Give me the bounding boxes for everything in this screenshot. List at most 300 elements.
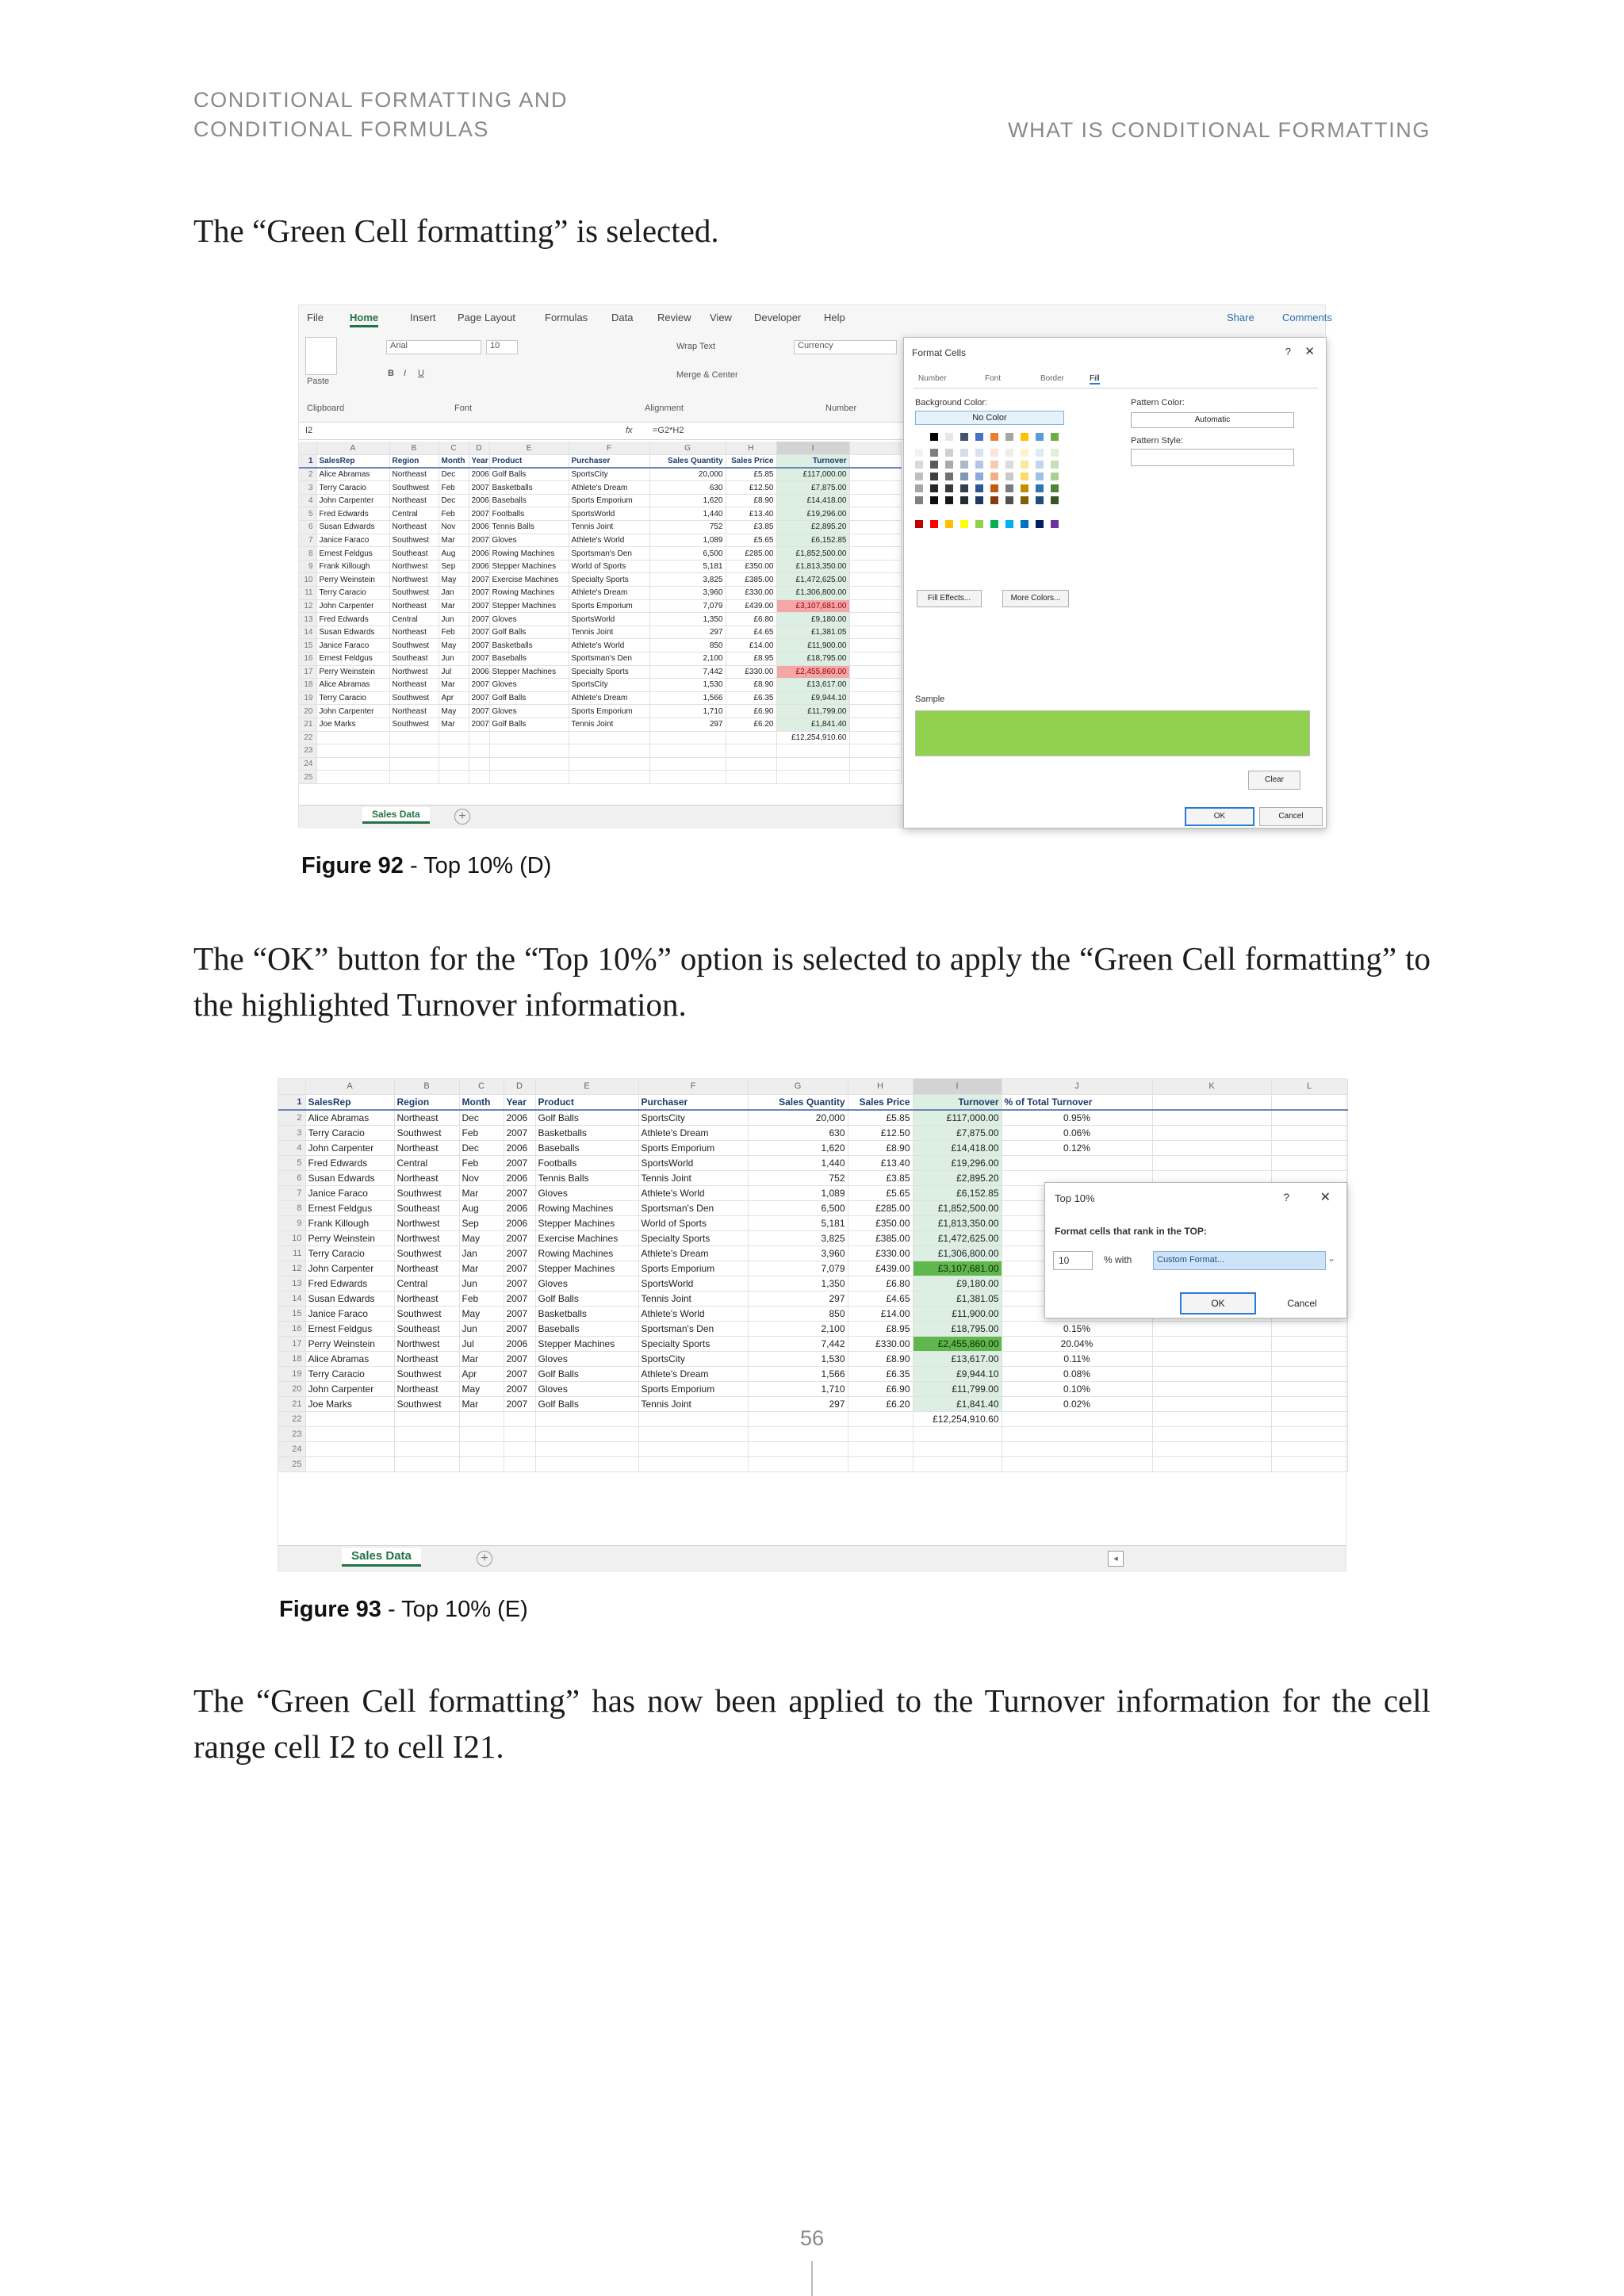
empty-cell[interactable] <box>1271 1336 1347 1351</box>
italic-button[interactable]: I <box>404 369 407 378</box>
empty-cell[interactable] <box>535 1426 638 1441</box>
shade-swatch[interactable] <box>1036 461 1044 469</box>
cell[interactable]: £6.35 <box>726 691 776 705</box>
cell[interactable]: 2006 <box>469 547 489 561</box>
theme-swatch[interactable] <box>975 433 983 441</box>
cell[interactable]: Janice Faraco <box>305 1306 394 1321</box>
cell[interactable]: £330.00 <box>848 1336 913 1351</box>
shade-swatch[interactable] <box>915 484 923 492</box>
empty-cell[interactable] <box>305 1456 394 1471</box>
worksheet-grid[interactable] <box>299 442 902 784</box>
cell[interactable]: Tennis Joint <box>569 718 649 731</box>
cell[interactable]: Baseballs <box>535 1140 638 1155</box>
theme-swatch[interactable] <box>945 433 953 441</box>
cell[interactable]: Southwest <box>389 534 439 547</box>
cell[interactable]: £1,381.05 <box>776 626 849 639</box>
cell[interactable]: Susan Edwards <box>305 1291 394 1306</box>
empty-cell[interactable] <box>913 1426 1002 1441</box>
cell[interactable]: £117,000.00 <box>913 1110 1002 1126</box>
bold-button[interactable]: B <box>388 369 394 378</box>
cell[interactable]: Sep <box>439 560 469 573</box>
cell[interactable]: 2006 <box>504 1215 535 1230</box>
cell[interactable]: Rowing Machines <box>535 1200 638 1215</box>
cell[interactable]: 850 <box>649 639 726 652</box>
empty-cell[interactable] <box>776 757 849 771</box>
cell[interactable]: Perry Weinstein <box>305 1336 394 1351</box>
empty-cell[interactable] <box>776 744 849 758</box>
cell[interactable]: £9,944.10 <box>776 691 849 705</box>
empty-cell[interactable] <box>849 757 902 771</box>
shade-swatch[interactable] <box>1036 473 1044 480</box>
shade-swatch[interactable] <box>975 484 983 492</box>
row-header[interactable]: 5 <box>299 507 316 521</box>
cell[interactable]: 5,181 <box>748 1215 848 1230</box>
cell[interactable]: Northwest <box>394 1336 459 1351</box>
menu-home[interactable]: Home <box>350 312 378 327</box>
cell[interactable]: Frank Killough <box>305 1215 394 1230</box>
cell[interactable]: Jul <box>439 665 469 679</box>
column-header-j[interactable] <box>849 442 902 455</box>
empty-cell[interactable] <box>394 1441 459 1456</box>
empty-cell[interactable] <box>1152 1110 1271 1126</box>
cell[interactable]: 2007 <box>504 1125 535 1140</box>
cell[interactable]: 0.15% <box>1002 1321 1152 1336</box>
cell[interactable]: Northeast <box>394 1351 459 1366</box>
cell[interactable]: SportsWorld <box>569 613 649 626</box>
shade-swatch[interactable] <box>1021 449 1028 457</box>
empty-cell[interactable] <box>1152 1441 1271 1456</box>
cell[interactable]: Specialty Sports <box>569 665 649 679</box>
shade-swatch[interactable] <box>960 484 968 492</box>
cell[interactable]: 2007 <box>469 705 489 718</box>
cell[interactable]: Tennis Joint <box>638 1396 748 1411</box>
cell[interactable]: 0.02% <box>1002 1396 1152 1411</box>
cell[interactable]: £1,841.40 <box>776 718 849 731</box>
cell[interactable]: 2007 <box>469 691 489 705</box>
cell[interactable]: 2007 <box>469 718 489 731</box>
cell[interactable]: Athlete's Dream <box>638 1246 748 1261</box>
cell[interactable]: 20,000 <box>748 1110 848 1126</box>
cell[interactable]: Tennis Balls <box>489 521 569 534</box>
theme-swatch[interactable] <box>1036 433 1044 441</box>
cell[interactable]: 0.11% <box>1002 1351 1152 1366</box>
cell[interactable]: John Carpenter <box>316 494 389 507</box>
empty-cell[interactable] <box>489 757 569 771</box>
empty-cell[interactable] <box>1271 1125 1347 1140</box>
empty-cell[interactable] <box>849 639 902 652</box>
row-header[interactable]: 15 <box>299 639 316 652</box>
cell[interactable]: Southwest <box>394 1396 459 1411</box>
column-header-c[interactable]: C <box>459 1079 504 1094</box>
cell[interactable]: 1,350 <box>649 613 726 626</box>
cell[interactable]: Basketballs <box>489 639 569 652</box>
cell[interactable]: £19,296.00 <box>913 1155 1002 1170</box>
cell[interactable]: Jul <box>459 1336 504 1351</box>
cell[interactable]: Specialty Sports <box>638 1230 748 1246</box>
cell[interactable]: Southwest <box>394 1306 459 1321</box>
empty-cell[interactable] <box>305 1441 394 1456</box>
cell[interactable]: Southwest <box>394 1246 459 1261</box>
cell[interactable]: 20.04% <box>1002 1336 1152 1351</box>
cell[interactable]: 2007 <box>469 587 489 600</box>
cell[interactable]: Athlete's Dream <box>569 587 649 600</box>
select-all-corner[interactable] <box>299 442 316 455</box>
cell[interactable]: £4.65 <box>848 1291 913 1306</box>
cell[interactable]: John Carpenter <box>316 599 389 613</box>
cell[interactable]: 3,960 <box>748 1246 848 1261</box>
shade-swatch[interactable] <box>915 496 923 504</box>
cell[interactable]: Northwest <box>394 1215 459 1230</box>
cell[interactable]: 1,530 <box>649 679 726 692</box>
cell[interactable]: Perry Weinstein <box>316 573 389 587</box>
shade-swatch[interactable] <box>975 473 983 480</box>
empty-cell[interactable] <box>848 1441 913 1456</box>
empty-cell[interactable] <box>849 560 902 573</box>
cell[interactable]: Golf Balls <box>535 1366 638 1381</box>
row-header[interactable]: 14 <box>278 1291 305 1306</box>
empty-cell[interactable] <box>439 731 469 744</box>
cell[interactable]: Feb <box>439 626 469 639</box>
row-header[interactable]: 10 <box>299 573 316 587</box>
cell[interactable]: 0.95% <box>1002 1110 1152 1126</box>
column-header-g[interactable]: G <box>649 442 726 455</box>
pattern-color-dropdown[interactable]: Automatic <box>1131 412 1294 428</box>
cell[interactable]: 752 <box>748 1170 848 1185</box>
cell[interactable]: £3.85 <box>848 1170 913 1185</box>
cell[interactable]: £14,418.00 <box>776 494 849 507</box>
empty-cell[interactable] <box>776 771 849 784</box>
cell[interactable]: Northeast <box>389 494 439 507</box>
cell[interactable]: Mar <box>439 679 469 692</box>
cell[interactable]: £13,617.00 <box>913 1351 1002 1366</box>
cancel-button[interactable]: Cancel <box>1259 807 1323 826</box>
cell[interactable]: Sports Emporium <box>638 1381 748 1396</box>
cell[interactable]: £1,813,350.00 <box>776 560 849 573</box>
cell[interactable]: £9,944.10 <box>913 1366 1002 1381</box>
cell[interactable]: Gloves <box>535 1351 638 1366</box>
shade-swatch[interactable] <box>1021 473 1028 480</box>
row-header[interactable]: 3 <box>278 1125 305 1140</box>
shade-swatch[interactable] <box>945 461 953 469</box>
cell[interactable]: Jan <box>439 587 469 600</box>
cell[interactable]: 2007 <box>469 481 489 495</box>
cell[interactable]: Tennis Joint <box>569 521 649 534</box>
row-header[interactable]: 25 <box>299 771 316 784</box>
standard-swatch[interactable] <box>930 520 938 528</box>
cell[interactable]: Ernest Feldgus <box>316 652 389 666</box>
cell[interactable]: 0.10% <box>1002 1381 1152 1396</box>
shade-swatch[interactable] <box>1005 449 1013 457</box>
cell[interactable]: Stepper Machines <box>489 665 569 679</box>
cell[interactable]: 2007 <box>469 599 489 613</box>
cell[interactable]: £11,799.00 <box>913 1381 1002 1396</box>
row-header[interactable]: 8 <box>299 547 316 561</box>
empty-cell[interactable] <box>1152 1351 1271 1366</box>
cell[interactable]: Golf Balls <box>535 1396 638 1411</box>
empty-cell[interactable] <box>1152 1321 1271 1336</box>
cell[interactable]: 2007 <box>469 639 489 652</box>
empty-cell[interactable] <box>489 731 569 744</box>
ok-button[interactable]: OK <box>1180 1292 1256 1314</box>
empty-cell[interactable] <box>389 731 439 744</box>
cell[interactable]: £6.90 <box>726 705 776 718</box>
cell[interactable]: Feb <box>459 1291 504 1306</box>
cell[interactable]: £8.90 <box>848 1351 913 1366</box>
cell[interactable]: Dec <box>459 1110 504 1126</box>
theme-swatch[interactable] <box>1021 433 1028 441</box>
cell[interactable]: Terry Caracio <box>316 481 389 495</box>
cell[interactable]: Perry Weinstein <box>305 1230 394 1246</box>
cell[interactable]: £330.00 <box>848 1246 913 1261</box>
cell[interactable]: Sep <box>459 1215 504 1230</box>
empty-cell[interactable] <box>649 744 726 758</box>
cell[interactable]: Southwest <box>389 718 439 731</box>
cell[interactable]: Mar <box>459 1396 504 1411</box>
cell[interactable]: 2007 <box>469 507 489 521</box>
empty-cell[interactable] <box>849 705 902 718</box>
number-format-box[interactable]: Currency <box>794 340 897 354</box>
column-header-i[interactable]: I <box>776 442 849 455</box>
cell[interactable]: 2007 <box>504 1155 535 1170</box>
empty-cell[interactable] <box>1002 1456 1152 1471</box>
cell[interactable]: 7,442 <box>649 665 726 679</box>
sheet-tab-sales-data[interactable]: Sales Data <box>362 807 430 824</box>
column-header-b[interactable]: B <box>394 1079 459 1094</box>
cell[interactable]: Tennis Balls <box>535 1170 638 1185</box>
select-all-corner[interactable] <box>278 1079 305 1094</box>
cell[interactable]: 2006 <box>469 468 489 481</box>
cell[interactable]: Golf Balls <box>489 468 569 481</box>
standard-swatch[interactable] <box>1036 520 1044 528</box>
cell[interactable]: Northwest <box>394 1230 459 1246</box>
empty-cell[interactable] <box>469 731 489 744</box>
row-header[interactable]: 19 <box>278 1366 305 1381</box>
shade-swatch[interactable] <box>975 449 983 457</box>
row-header[interactable]: 24 <box>299 757 316 771</box>
font-name-box[interactable]: Arial <box>386 340 481 354</box>
cell[interactable]: World of Sports <box>638 1215 748 1230</box>
cell[interactable]: Basketballs <box>535 1125 638 1140</box>
cell[interactable]: Rowing Machines <box>535 1246 638 1261</box>
shade-swatch[interactable] <box>990 461 998 469</box>
shade-swatch[interactable] <box>930 461 938 469</box>
theme-swatch[interactable] <box>915 433 923 441</box>
cell[interactable]: Southwest <box>394 1125 459 1140</box>
cell[interactable]: £350.00 <box>848 1215 913 1230</box>
cell[interactable]: £1,813,350.00 <box>913 1215 1002 1230</box>
cell[interactable]: £13.40 <box>726 507 776 521</box>
cell[interactable]: Athlete's Dream <box>569 691 649 705</box>
rank-value-stepper[interactable]: 10 <box>1053 1251 1093 1270</box>
pattern-style-dropdown[interactable] <box>1131 449 1294 466</box>
cell[interactable]: £1,306,800.00 <box>776 587 849 600</box>
paste-icon[interactable] <box>305 337 337 375</box>
empty-cell[interactable] <box>1271 1110 1347 1126</box>
cell[interactable]: 2007 <box>469 534 489 547</box>
row-header[interactable]: 4 <box>299 494 316 507</box>
cell[interactable]: Southwest <box>394 1366 459 1381</box>
cell[interactable]: Perry Weinstein <box>316 665 389 679</box>
empty-cell[interactable] <box>1152 1396 1271 1411</box>
row-header[interactable]: 4 <box>278 1140 305 1155</box>
empty-cell[interactable] <box>439 757 469 771</box>
cell[interactable]: 2007 <box>504 1396 535 1411</box>
ok-button[interactable]: OK <box>1185 807 1254 826</box>
shade-swatch[interactable] <box>915 449 923 457</box>
cell[interactable]: 2007 <box>469 626 489 639</box>
cell[interactable]: Southwest <box>394 1185 459 1200</box>
cell[interactable]: Golf Balls <box>489 718 569 731</box>
name-box[interactable]: I2 <box>305 426 313 435</box>
cell[interactable]: £18,795.00 <box>913 1321 1002 1336</box>
empty-cell[interactable] <box>389 744 439 758</box>
empty-cell[interactable] <box>459 1411 504 1426</box>
cell[interactable]: £7,875.00 <box>776 481 849 495</box>
cell[interactable]: Mar <box>439 599 469 613</box>
cell[interactable]: £3.85 <box>726 521 776 534</box>
cell[interactable]: Dec <box>439 468 469 481</box>
cell[interactable]: 2007 <box>504 1185 535 1200</box>
cell[interactable]: £6,152.85 <box>776 534 849 547</box>
standard-swatch[interactable] <box>990 520 998 528</box>
shade-swatch[interactable] <box>990 496 998 504</box>
empty-cell[interactable] <box>849 468 902 481</box>
empty-cell[interactable] <box>1152 1155 1271 1170</box>
row-header[interactable]: 11 <box>299 587 316 600</box>
cell[interactable]: Feb <box>439 507 469 521</box>
row-header[interactable]: 22 <box>299 731 316 744</box>
theme-swatch[interactable] <box>930 433 938 441</box>
cell[interactable]: 6,500 <box>748 1200 848 1215</box>
cell[interactable]: Mar <box>459 1351 504 1366</box>
empty-cell[interactable] <box>848 1456 913 1471</box>
row-header[interactable]: 18 <box>299 679 316 692</box>
cell[interactable]: Mar <box>459 1261 504 1276</box>
empty-cell[interactable] <box>569 731 649 744</box>
total-cell[interactable]: £12,254,910.60 <box>913 1411 1002 1426</box>
cell[interactable]: £6.80 <box>848 1276 913 1291</box>
row-header[interactable]: 14 <box>299 626 316 639</box>
cell[interactable]: 1,620 <box>649 494 726 507</box>
cell[interactable]: Fred Edwards <box>316 613 389 626</box>
cell[interactable]: Northeast <box>389 599 439 613</box>
cell[interactable]: 1,710 <box>649 705 726 718</box>
empty-cell[interactable] <box>316 731 389 744</box>
empty-cell[interactable] <box>649 757 726 771</box>
chevron-down-icon[interactable]: ⌄ <box>1327 1253 1336 1264</box>
cell[interactable]: Alice Abramas <box>305 1110 394 1126</box>
empty-cell[interactable] <box>913 1441 1002 1456</box>
cell[interactable]: Stepper Machines <box>489 599 569 613</box>
cell[interactable]: 2007 <box>504 1381 535 1396</box>
empty-cell[interactable] <box>849 521 902 534</box>
cell[interactable]: £13.40 <box>848 1155 913 1170</box>
cell[interactable]: Central <box>394 1155 459 1170</box>
cell[interactable]: 2007 <box>504 1366 535 1381</box>
shade-swatch[interactable] <box>1021 461 1028 469</box>
cell[interactable]: Athlete's World <box>638 1306 748 1321</box>
column-header-e[interactable]: E <box>535 1079 638 1094</box>
cell[interactable]: 2007 <box>504 1261 535 1276</box>
cell[interactable]: Central <box>389 507 439 521</box>
cell[interactable]: 2007 <box>469 652 489 666</box>
column-header-h[interactable]: H <box>726 442 776 455</box>
cell[interactable]: Golf Balls <box>535 1291 638 1306</box>
standard-swatch[interactable] <box>960 520 968 528</box>
cell[interactable]: £5.65 <box>848 1185 913 1200</box>
row-header[interactable]: 21 <box>278 1396 305 1411</box>
empty-cell[interactable] <box>649 771 726 784</box>
cell[interactable]: Alice Abramas <box>316 468 389 481</box>
cell[interactable]: Sportsman's Den <box>569 547 649 561</box>
empty-cell[interactable] <box>1271 1396 1347 1411</box>
cell[interactable]: Golf Balls <box>489 691 569 705</box>
empty-cell[interactable] <box>1271 1321 1347 1336</box>
cell[interactable]: £5.85 <box>726 468 776 481</box>
empty-cell[interactable] <box>439 771 469 784</box>
cell[interactable]: Athlete's World <box>569 639 649 652</box>
shade-swatch[interactable] <box>930 496 938 504</box>
empty-cell[interactable] <box>849 587 902 600</box>
cell[interactable]: 1,350 <box>748 1276 848 1291</box>
empty-cell[interactable] <box>305 1426 394 1441</box>
shade-swatch[interactable] <box>990 449 998 457</box>
cell[interactable]: Baseballs <box>489 652 569 666</box>
cell[interactable]: £8.95 <box>726 652 776 666</box>
cell[interactable]: Northeast <box>389 626 439 639</box>
empty-cell[interactable] <box>1152 1411 1271 1426</box>
standard-swatch[interactable] <box>915 520 923 528</box>
empty-cell[interactable] <box>748 1456 848 1471</box>
cell[interactable]: Gloves <box>535 1276 638 1291</box>
tab-border[interactable]: Border <box>1040 374 1065 383</box>
close-icon[interactable]: ✕ <box>1320 1191 1331 1204</box>
cell[interactable]: 630 <box>649 481 726 495</box>
cell[interactable]: Feb <box>439 481 469 495</box>
cell[interactable]: Feb <box>459 1125 504 1140</box>
shade-swatch[interactable] <box>1005 461 1013 469</box>
column-header-f[interactable]: F <box>638 1079 748 1094</box>
cell[interactable]: Baseballs <box>535 1321 638 1336</box>
cell[interactable]: 2007 <box>504 1230 535 1246</box>
cell[interactable]: £9,180.00 <box>913 1276 1002 1291</box>
cell[interactable]: Dec <box>439 494 469 507</box>
cell[interactable]: Aug <box>439 547 469 561</box>
row-header[interactable]: 3 <box>299 481 316 495</box>
row-header[interactable]: 2 <box>299 468 316 481</box>
cell[interactable]: Southwest <box>389 691 439 705</box>
comments-button[interactable]: Comments <box>1282 312 1332 323</box>
cell[interactable]: 2006 <box>504 1140 535 1155</box>
row-header[interactable]: 7 <box>299 534 316 547</box>
cell[interactable]: £385.00 <box>726 573 776 587</box>
cell[interactable]: Susan Edwards <box>305 1170 394 1185</box>
cell[interactable]: Central <box>394 1276 459 1291</box>
empty-cell[interactable] <box>638 1411 748 1426</box>
tab-number[interactable]: Number <box>918 374 947 383</box>
cell[interactable]: Sports Emporium <box>569 494 649 507</box>
cell[interactable]: World of Sports <box>569 560 649 573</box>
cell[interactable]: SportsWorld <box>569 507 649 521</box>
cell[interactable]: 6,500 <box>649 547 726 561</box>
cell[interactable]: Stepper Machines <box>535 1215 638 1230</box>
column-header-i[interactable]: I <box>913 1079 1002 1094</box>
cell[interactable]: Southeast <box>394 1321 459 1336</box>
cell[interactable]: 1,440 <box>748 1155 848 1170</box>
row-header[interactable]: 20 <box>299 705 316 718</box>
shade-swatch[interactable] <box>945 496 953 504</box>
cell[interactable]: Apr <box>459 1366 504 1381</box>
